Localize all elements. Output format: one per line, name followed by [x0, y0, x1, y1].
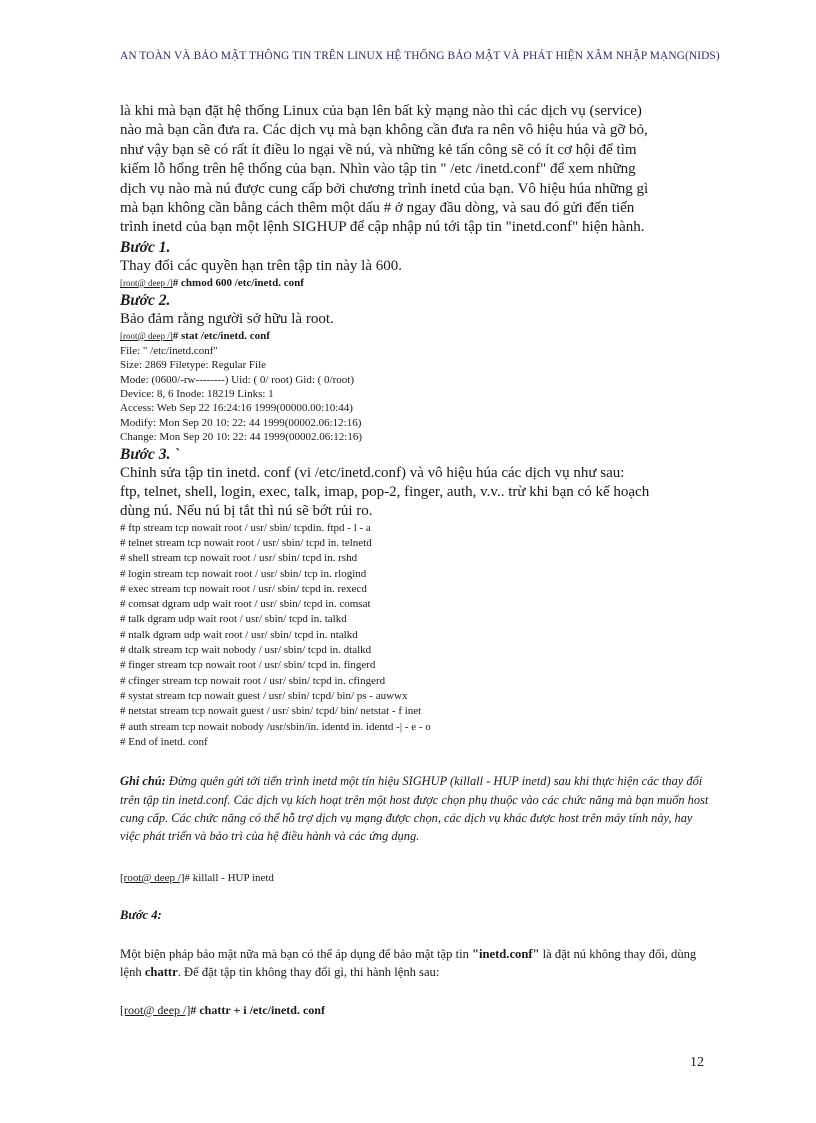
- intro-line: kiếm lỗ hổng trên hệ thống của bạn. Nhìn vào tập tin " /etc /inetd.conf" để xem những: [120, 161, 636, 178]
- running-header: AN TOÀN VÀ BẢO MẬT THÔNG TIN TRÊN LINUX HỆ THỐNG BẢO MẬT VÀ PHÁT HIỆN XÂM NHẬP MẠNG(NIDS): [120, 50, 720, 62]
- stat-line: Change: Mon Sep 20 10: 22: 44 1999(00002.06:12:16): [120, 431, 362, 444]
- shell-prompt: [root@ deep /]: [120, 871, 185, 884]
- step-3-text-line: Chỉnh sửa tập tin inetd. conf (vi /etc/inetd.conf) và vô hiệu húa các dịch vụ như sau:: [120, 464, 625, 481]
- step-1-command-line: [120, 276, 710, 291]
- intro-line: nào mà bạn cần đưa ra. Các dịch vụ mà bạn không cần đưa ra nên vô hiệu húa và gỡ bỏ,: [120, 122, 648, 139]
- shell-prompt: [root@ deep /]: [120, 330, 173, 341]
- conf-line: # shell stream tcp nowait root / usr/ sbin/ tcpd in. rshd: [120, 552, 358, 565]
- intro-line: mà bạn không cần bằng cách thêm một dấu # ở ngay đầu dòng, và sau đó gửi đến tiến: [120, 200, 635, 217]
- step-1-title: Bước 1.: [120, 238, 171, 256]
- shell-prompt: [root@ deep /]: [120, 277, 173, 288]
- stat-line: Mode: (0600/-rw--------) Uid: ( 0/ root) Gid: ( 0/root): [120, 373, 354, 386]
- conf-line: # telnet stream tcp nowait root / usr/ sbin/ tcpd in. telnetd: [120, 536, 372, 549]
- conf-line: # dtalk stream tcp wait nobody / usr/ sbin/ tcpd in. dtalkd: [120, 644, 372, 657]
- chattr-command-line: [120, 1003, 710, 1018]
- step-2-text: Bảo đảm rằng người sở hữu là root.: [120, 310, 334, 327]
- conf-line: # finger stream tcp nowait root / usr/ sbin/ tcpd in. fingerd: [120, 659, 376, 672]
- stat-output: [120, 344, 710, 445]
- step-1-text: Thay đổi các quyền hạn trên tập tin này là 600.: [120, 257, 402, 274]
- step-4-title: Bước 4:: [120, 907, 162, 922]
- stat-line: Modify: Mon Sep 20 10: 22: 44 1999(00002.06:12:16): [120, 416, 362, 429]
- note-text: Đừng quên gửi tới tiến trình inetd một tín hiệu SIGHUP (killall - HUP inetd) sau khi thực hiện các thay đổi trên tập tin inetd.conf. Các dịch vụ kích hoạt trên một host được chọn phụ thuộc vào các chức năng mà bạn muốn host cung cấp. Các chức năng có thể hỗ trợ dịch vụ mạng được chọn, các dịch vụ khác được host trên máy tính này, hay việc phát triển và bảo trì của hệ điều hành và các ứng dụng.: [120, 774, 709, 844]
- step-3-text-line: ftp, telnet, shell, login, exec, talk, imap, pop-2, finger, auth, v.v.. trừ khi bạn có kế hoạch: [120, 483, 650, 500]
- stat-line: File: " /etc/inetd.conf": [120, 344, 218, 357]
- stat-line: Device: 8, 6 Inode: 18219 Links: 1: [120, 388, 274, 401]
- intro-line: là khi mà bạn đặt hệ thống Linux của bạn lên bất kỳ mạng nào thì các dịch vụ (service): [120, 103, 642, 119]
- step-3-section: [120, 446, 710, 750]
- step-2-title: Bước 2.: [120, 291, 171, 309]
- killall-command-line: [120, 872, 710, 884]
- step-2-command-line: [120, 329, 710, 344]
- shell-command: # chattr + i /etc/inetd. conf: [190, 1002, 325, 1017]
- note-label: Ghi chú:: [120, 774, 166, 789]
- conf-line: # login stream tcp nowait root / usr/ sbin/ tcp in. rlogind: [120, 567, 367, 580]
- shell-prompt: [root@ deep /]: [120, 1002, 191, 1017]
- inetd-conf-listing: [120, 521, 710, 750]
- note-paragraph: [120, 772, 710, 846]
- stat-line: Size: 2869 Filetype: Regular File: [120, 359, 267, 372]
- step-4-text-c: . Để đặt tập tin không thay đổi gì, thi hành lệnh sau:: [177, 964, 440, 979]
- step-2-section: [120, 292, 710, 445]
- conf-line: # cfinger stream tcp nowait root / usr/ sbin/ tcpd in. cfingerd: [120, 674, 386, 687]
- step-4-text-a: Một biện pháp bảo mật nữa mà bạn có thể áp dụng để bảo mật tập tin: [120, 946, 473, 961]
- conf-line: # ntalk dgram udp wait root / usr/ sbin/ tcpd in. ntalkd: [120, 628, 358, 641]
- conf-line: # talk dgram udp wait root / usr/ sbin/ tcpd in. talkd: [120, 613, 347, 626]
- shell-command: # stat /etc/inetd. conf: [172, 329, 270, 342]
- conf-line: # netstat stream tcp nowait guest / usr/ sbin/ tcpd/ bin/ netstat - f inet: [120, 705, 422, 718]
- step-3-title: Bước 3. `: [120, 445, 180, 463]
- conf-line: # auth stream tcp nowait nobody /usr/sbin/in. identd in. identd -| - e - o: [120, 720, 431, 733]
- step-4-cmd-name: chattr: [144, 964, 178, 979]
- step-1-section: [120, 239, 710, 291]
- step-4-file: "inetd.conf": [472, 946, 540, 961]
- conf-line: # systat stream tcp nowait guest / usr/ sbin/ tcpd/ bin/ ps - auwwx: [120, 689, 408, 702]
- shell-command: # chmod 600 /etc/inetd. conf: [172, 276, 304, 289]
- body-content: [120, 102, 710, 1018]
- intro-paragraph: [120, 102, 710, 238]
- conf-line: # ftp stream tcp nowait root / usr/ sbin/ tcpdin. ftpd - l - a: [120, 521, 371, 534]
- intro-line: như vậy bạn sẽ có rất ít điều lo ngại về nú, và những kẻ tấn công sẽ có ít cơ hội để tìm: [120, 141, 637, 158]
- step-4-text-b: là đặt nú không thay đổi, dùng lệnh: [120, 946, 697, 979]
- conf-line: # exec stream tcp nowait root / usr/ sbin/ tcpd in. rexecd: [120, 582, 367, 595]
- page-number: 12: [690, 1055, 704, 1070]
- step-4-text: [120, 945, 710, 981]
- conf-line: # End of inetd. conf: [120, 735, 208, 748]
- step-3-text-line: dùng nú. Nếu nú bị tắt thì nú sẽ bớt rủi ro.: [120, 502, 373, 519]
- intro-line: dịch vụ nào mà nú được cung cấp bởi chương trình inetd của bạn. Vô hiệu húa những gì: [120, 180, 649, 197]
- stat-line: Access: Web Sep 22 16:24:16 1999(00000.00:10:44): [120, 402, 353, 415]
- conf-line: # comsat dgram udp wait root / usr/ sbin/ tcpd in. comsat: [120, 598, 371, 611]
- shell-command: # killall - HUP inetd: [184, 871, 274, 884]
- intro-line: trình inetd của bạn một lệnh SIGHUP để cập nhập nú tới tập tin "inetd.conf" hiện hành.: [120, 219, 645, 236]
